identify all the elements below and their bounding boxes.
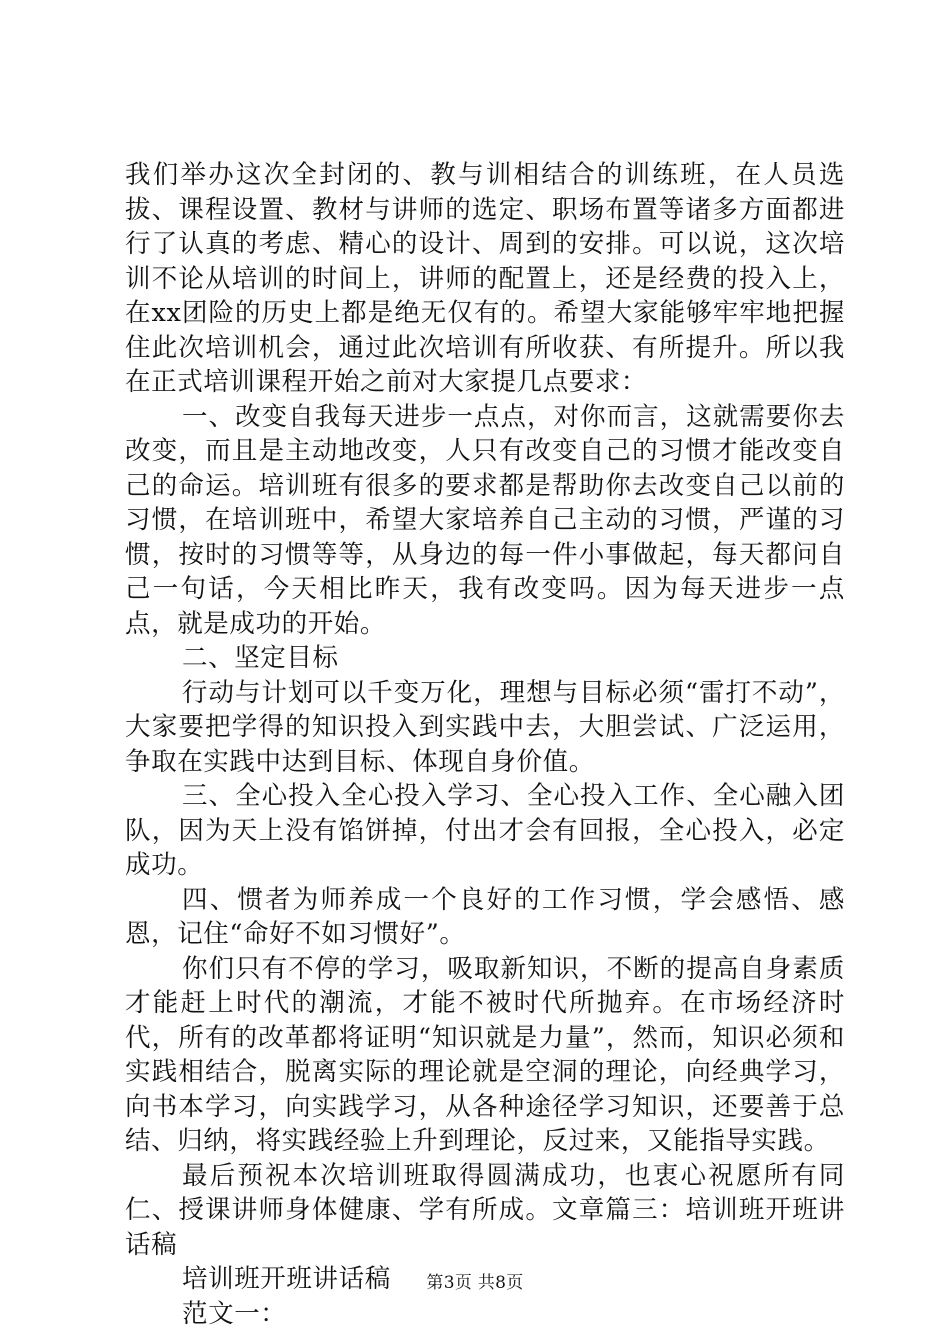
paragraph-subtitle: 培训班开班讲话稿 bbox=[182, 1264, 391, 1294]
paragraph-point-two-heading: 二、坚定目标 bbox=[182, 643, 339, 673]
paragraph-point-two-body: 行动与计划可以千变万化，理想与目标必须“雷打不动”，大家要把学得的知识投入到实践中去，大胆尝试、广泛运用，争取在实践中达到目标、体现自身价值。 bbox=[125, 677, 845, 777]
paragraph-point-four: 四、惯者为师养成一个良好的工作习惯，学会感悟、感恩，记住“命好不如习惯好”。 bbox=[125, 884, 845, 949]
paragraph-point-three: 三、全心投入全心投入学习、全心投入工作、全心融入团队，因为天上没有馅饼掉，付出才会有回报，全心投入，必定成功。 bbox=[125, 781, 845, 880]
paragraph-learning: 你们只有不停的学习，吸取新知识，不断的提高自身素质才能赶上时代的潮流，才能不被时代所抛弃。在市场经济时代，所有的改革都将证明“知识就是力量”，然而，知识必须和实践相结合，脱离实际的理论就是空洞的理论，向经典学习，向书本学习，向实践学习，从各种途径学习知识，还要善于总结、归纳，将实践经验上升到理论，反过来，又能指导实践。 bbox=[125, 953, 845, 1156]
paragraph-closing: 最后预祝本次培训班取得圆满成功，也衷心祝愿所有同仁、授课讲师身体健康、学有所成。文章篇三：培训班开班讲话稿 bbox=[125, 1160, 845, 1260]
paragraph-point-one: 一、改变自我每天进步一点点，对你而言，这就需要你去改变，而且是主动地改变，人只有改变自己的习惯才能改变自己的命运。培训班有很多的要求都是帮助你去改变自己以前的习惯，在培训班中，希望大家培养自己主动的习惯，严谨的习惯，按时的习惯等等，从身边的每一件小事做起，每天都问自己一句话，今天相比昨天，我有改变吗。因为每天进步一点点，就是成功的开始。 bbox=[125, 401, 845, 639]
page-number-footer: 第3页 共8页 bbox=[426, 1273, 524, 1293]
paragraph-intro: 我们举办这次全封闭的、教与训相结合的训练班，在人员选拔、课程设置、教材与讲师的选定、职场布置等诸多方面都进行了认真的考虑、精心的设计、周到的安排。可以说，这次培训不论从培训的时间上，讲师的配置上，还是经费的投入上，在xx团险的历史上都是绝无仅有的。希望大家能够牢牢地把握住此次培训机会，通过此次培训有所收获、有所提升。所以我在正式培训课程开始之前对大家提几点要求： bbox=[125, 160, 845, 397]
document-body bbox=[125, 158, 845, 1331]
paragraph-sample-label: 范文一： bbox=[182, 1298, 287, 1329]
